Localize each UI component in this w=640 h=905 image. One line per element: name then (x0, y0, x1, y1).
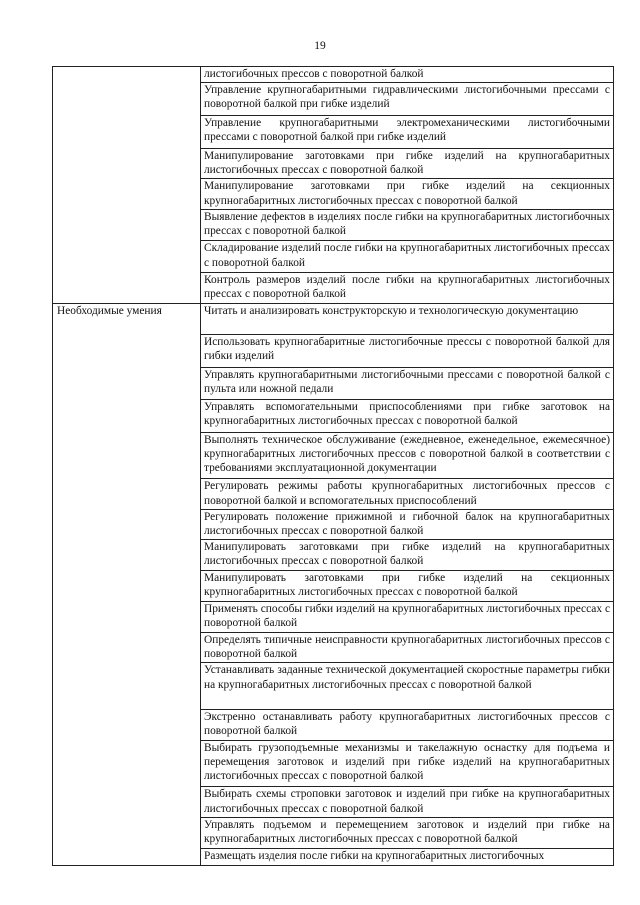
skill-item: Экстренно останавливать работу крупногабаритных листогибочных прессов с поворотной балкой (201, 710, 614, 741)
skill-item: Выбирать схемы строповки заготовок и изделий при гибке на крупногабаритных листогибочных прессах с поворотной балкой (201, 787, 614, 818)
labor-action-item: Манипулирование заготовками при гибке изделий на секционных крупногабаритных листогибочных прессах с поворотной балкой (201, 179, 614, 210)
skill-item: Регулировать режимы работы крупногабаритных листогибочных прессов с поворотной балкой и вспомогательных приспособлений (201, 479, 614, 510)
table-row (53, 67, 614, 83)
labor-action-item: Складирование изделий после гибки на крупногабаритных листогибочных прессах с поворотной балкой (201, 241, 614, 273)
skill-item: Управлять крупногабаритными листогибочными прессами с поворотной балкой с пульта или ножной педали (201, 367, 614, 400)
labor-action-item: Манипулирование заготовками при гибке изделий на крупногабаритных листогибочных прессах с поворотной балкой (201, 148, 614, 179)
section-label-cell (53, 67, 201, 304)
skill-item: Управлять подъемом и перемещением заготовок и изделий при гибке на крупногабаритных листогибочных прессах с поворотной балкой (201, 817, 614, 849)
labor-action-item: Контроль размеров изделий после гибки на крупногабаритных листогибочных прессах с поворотной балкой (201, 272, 614, 304)
skill-item: Устанавливать заданные технической документацией скоростные параметры гибки на крупногабаритных листогибочных прессах с поворотной балкой (201, 663, 614, 710)
skill-item: Выбирать грузоподъемные механизмы и такелажную оснастку для подъема и перемещения заготовок и изделий при гибке изделий на крупногабаритных листогибочных прессах с поворотной балкой (201, 740, 614, 787)
requirements-table (52, 66, 614, 866)
skill-item: Определять типичные неисправности крупногабаритных листогибочных прессов с поворотной балкой (201, 632, 614, 663)
labor-action-item: Управление крупногабаритными гидравлическими листогибочными прессами с поворотной балкой при гибке изделий (201, 82, 614, 116)
skill-item: Регулировать положение прижимной и гибочной балок на крупногабаритных листогибочных прессах с поворотной балкой (201, 509, 614, 539)
labor-action-item: Выявление дефектов в изделиях после гибки на крупногабаритных листогибочных прессах с поворотной балкой (201, 209, 614, 241)
skill-item: Применять способы гибки изделий на крупногабаритных листогибочных прессах с поворотной балкой (201, 602, 614, 633)
skill-item: Манипулировать заготовками при гибке изделий на крупногабаритных листогибочных прессах с поворотной балкой (201, 540, 614, 571)
skill-item: Управлять вспомогательными приспособлениями при гибке заготовок на крупногабаритных листогибочных прессах с поворотной балкой (201, 400, 614, 433)
skill-item: Манипулировать заготовками при гибке изделий на секционных крупногабаритных листогибочных прессах с поворотной балкой (201, 570, 614, 602)
skill-item: Размещать изделия после гибки на крупногабаритных листогибочных (201, 849, 614, 866)
labor-action-item: листогибочных прессов с поворотной балкой (201, 67, 614, 83)
table-row (53, 304, 614, 335)
labor-action-item: Управление крупногабаритными электромеханическими листогибочными прессами с поворотной балкой при гибке изделий (201, 116, 614, 149)
section-label-cell: Необходимые умения (53, 304, 201, 866)
skill-item: Использовать крупногабаритные листогибочные прессы с поворотной балкой для гибки изделий (201, 334, 614, 367)
skill-item: Выполнять техническое обслуживание (ежедневное, еженедельное, ежемесячное) крупногабаритных листогибочных прессов с поворотной балкой в соответствии с требованиями эксплуатационной документации (201, 432, 614, 479)
skill-item: Читать и анализировать конструкторскую и технологическую документацию (201, 304, 614, 335)
page-number: 19 (314, 40, 326, 52)
